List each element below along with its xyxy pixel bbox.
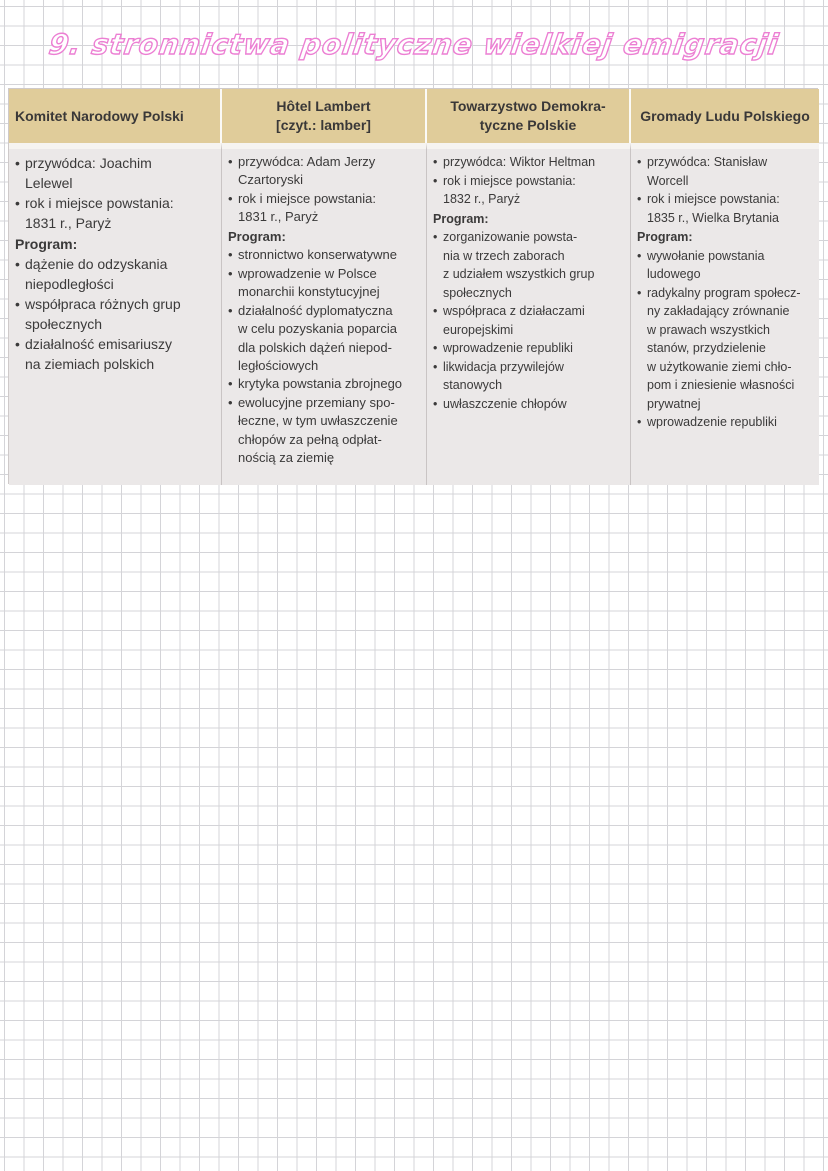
- list-item: • likwidacja przywilejów stanowych: [433, 358, 624, 395]
- bullet-icon: •: [433, 304, 438, 318]
- list-item: • rok i miejsce powstania: 1832 r., Paryż: [433, 172, 624, 209]
- list-item: • współpraca różnych grup społecznych: [15, 294, 215, 334]
- cell-towarzystwo-demokratyczne-polskie: [427, 143, 631, 485]
- list-item: • przywódca: Adam Jerzy Czartoryski: [228, 153, 420, 190]
- bullet-icon: •: [637, 248, 642, 263]
- bullet-icon: •: [228, 247, 233, 263]
- bullet-icon: •: [637, 285, 642, 300]
- bullet-icon: •: [15, 336, 20, 353]
- bullet-icon: •: [637, 155, 642, 169]
- list-item: • działalność emisariuszy na ziemiach polskich: [15, 334, 215, 374]
- bullet-icon: •: [433, 359, 438, 374]
- page-title: 9. stronnictwa polityczne wielkiej emigracji: [46, 28, 782, 61]
- cell-hotel-lambert: [222, 143, 427, 485]
- header-towarzystwo-demokratyczne-polskie: Towarzystwo Demokra- tyczne Polskie: [427, 89, 631, 143]
- bullet-icon: •: [15, 296, 20, 313]
- list-item: • przywódca: Stanisław Worcell: [637, 153, 813, 190]
- header-hotel-lambert: Hôtel Lambert [czyt.: lamber]: [222, 89, 427, 143]
- program-label: Program:: [433, 211, 489, 226]
- list-item: • zorganizowanie powsta- nia w trzech zaborach z udziałem wszystkich grup społecznych: [433, 228, 624, 302]
- list-item: • przywódca: Wiktor Heltman: [433, 153, 624, 172]
- list-item: • uwłaszczenie chłopów: [433, 395, 624, 414]
- bullet-icon: •: [433, 396, 438, 411]
- bullet-icon: •: [433, 155, 438, 169]
- list-item: • rok i miejsce powstania: 1831 r., Paryż: [228, 190, 420, 227]
- list-item: • radykalny program społecz- ny zakładający zrównanie w prawach wszystkich stanów, przydzielenie w użytkowanie ziemi chło- pom i zniesienie własności prywatnej: [637, 284, 813, 414]
- bullet-icon: •: [228, 265, 233, 281]
- list-item: • rok i miejsce powstania: 1835 r., Wielka Brytania: [637, 190, 813, 227]
- bullet-icon: •: [228, 376, 233, 392]
- list-item: • współpraca z działaczami europejskimi: [433, 302, 624, 339]
- program-label: Program:: [15, 236, 78, 253]
- bullet-icon: •: [15, 155, 20, 171]
- list-item: • wprowadzenie w Polsce monarchii konstytucyjnej: [228, 265, 420, 302]
- bullet-icon: •: [228, 394, 233, 410]
- list-item: • wprowadzenie republiki: [637, 413, 813, 432]
- parties-table: [8, 88, 818, 484]
- list-item: • rok i miejsce powstania: 1831 r., Paryż: [15, 193, 215, 233]
- bullet-icon: •: [433, 230, 438, 244]
- bullet-icon: •: [15, 195, 20, 212]
- header-komitet-narodowy-polski: Komitet Narodowy Polski: [9, 89, 222, 143]
- list-item: • krytyka powstania zbrojnego: [228, 375, 420, 393]
- bullet-icon: •: [15, 256, 20, 273]
- program-label: Program:: [228, 228, 286, 244]
- bullet-icon: •: [228, 190, 233, 206]
- bullet-icon: •: [228, 302, 233, 318]
- bullet-icon: •: [637, 415, 642, 429]
- cell-komitet-narodowy-polski: [9, 143, 222, 485]
- cell-gromady-ludu-polskiego: [631, 143, 819, 485]
- header-gromady-ludu-polskiego: Gromady Ludu Polskiego: [631, 89, 819, 143]
- list-item: • przywódca: Joachim Lelewel: [15, 153, 215, 193]
- bullet-icon: •: [637, 192, 642, 206]
- list-item: • wprowadzenie republiki: [433, 339, 624, 358]
- list-item: • wywołanie powstania ludowego: [637, 247, 813, 284]
- list-item: • działalność dyplomatyczna w celu pozyskania poparcia dla polskich dążeń niepod- ległościowych: [228, 302, 420, 376]
- program-label: Program:: [637, 230, 693, 244]
- bullet-icon: •: [433, 173, 438, 188]
- bullet-icon: •: [433, 341, 438, 355]
- bullet-icon: •: [228, 154, 233, 169]
- list-item: • dążenie do odzyskania niepodległości: [15, 254, 215, 294]
- list-item: • stronnictwo konserwatywne: [228, 246, 420, 264]
- list-item: • ewolucyjne przemiany spo- łeczne, w tym uwłaszczenie chłopów za pełną odpłat- nością za ziemię: [228, 394, 420, 468]
